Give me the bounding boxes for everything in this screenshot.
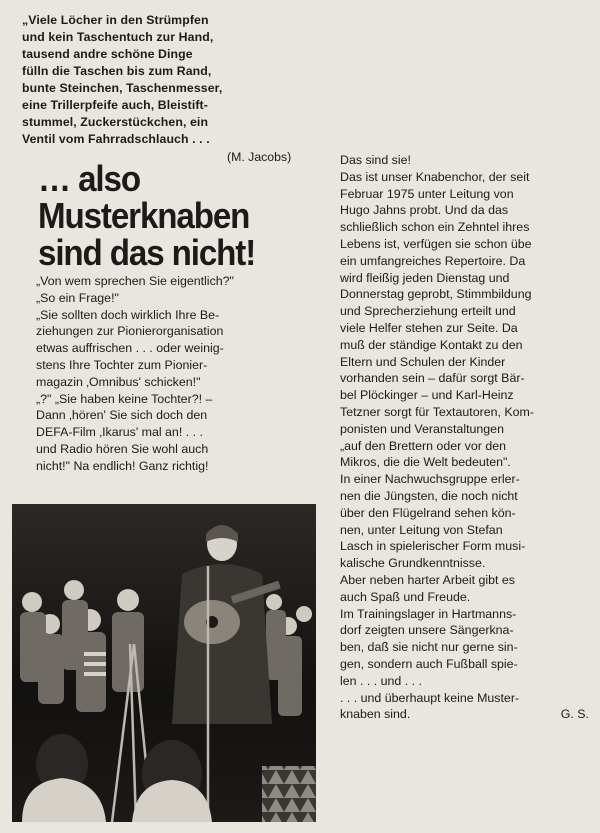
article-line: . . . und überhaupt keine Muster- [340,690,520,705]
article-line: Lebens ist, verfügen sie schon übe [340,236,532,251]
article-line: „auf den Brettern oder vor den [340,438,506,453]
poem-line: Ventil vom Fahrradschlauch . . . [22,132,210,146]
headline [38,160,305,271]
dialog-line: Dann ‚hören' Sie sich doch den [36,408,208,423]
article-line: ponisten und Veranstaltungen [340,421,504,436]
article-line: Das sind sie! [340,153,411,167]
dialog-line: ziehungen zur Pionierorganisation [36,324,224,339]
poem-line: bunte Steinchen, Taschenmesser, [22,81,223,95]
poem-block [22,12,318,164]
poem-line: fülln die Taschen bis zum Rand, [22,64,212,78]
article-line: kalische Grundkenntnisse. [340,556,486,571]
article-line: muß der ständige Kontakt zu den [340,337,523,352]
dialog-line: magazin ‚Omnibus' schicken!" [36,374,201,389]
headline-line: sind das nicht! [38,232,256,273]
article-line: Tetzner sorgt für Textautoren, Kom- [340,404,534,419]
dialog-line: „Von wem sprechen Sie eigentlich?" [36,274,234,288]
article-line: gen, sondern auch Fußball spie- [340,656,518,671]
article-line [340,706,595,723]
article-line: und Sprecherziehung erteilt und [340,304,516,319]
article-line: Februar 1975 unter Leitung von [340,186,514,201]
article-line: über den Flügelrand sehen kön- [340,505,516,520]
article-line: viele Helfer stehen zur Seite. Da [340,320,518,335]
article-line-text: knaben sind. [340,707,411,722]
article-line: Aber neben harter Arbeit gibt es [340,572,515,587]
article-line: auch Spaß und Freude. [340,589,471,604]
poem-line: eine Trillerpfeife auch, Bleistift- [22,98,208,112]
poem-line: „Viele Löcher in den Strümpfen [22,13,209,27]
headline-line: … also [38,158,140,199]
article-line: Lasch in spielerischer Form musi- [340,539,526,554]
article-line: ein umfangreiches Repertoire. Da [340,253,526,268]
poem-line: und kein Taschentuch zur Hand, [22,30,214,44]
article-line: Eltern und Schulen der Kinder [340,354,506,369]
dialog-line: etwas auffrischen . . . oder weinig- [36,341,224,356]
article-line: nen, unter Leitung von Stefan [340,522,503,537]
choir-photo [12,504,316,822]
poem-text [22,12,318,148]
dialog-line: und Radio hören Sie wohl auch [36,441,209,456]
article-line: Mikros, die die Welt bedeuten". [340,455,511,470]
article-line: len . . . und . . . [340,673,422,688]
choir-photo-illustration [12,504,316,822]
article-line: wird fleißig jeden Dienstag und [340,270,510,285]
dialog-block [36,273,326,475]
article-line: ben, daß sie nicht nur gerne sin- [340,640,518,655]
article-line: bel Plöckinger – und Karl-Heinz [340,388,514,403]
dialog-line: „?" „Sie haben keine Tochter?! – [36,391,213,406]
poem-attribution: (M. Jacobs) [227,150,292,164]
poem-line: stummel, Zuckerstückchen, ein [22,115,209,129]
dialog-line: „So ein Frage!" [36,290,119,305]
dialog-line: DEFA-Film ‚Ikarus' mal an! . . . [36,425,203,440]
article-line: vorhanden sein – dafür sorgt Bär- [340,371,525,386]
article-line: Im Trainingslager in Hartmanns- [340,606,517,621]
article-line: Donnerstag geprobt, Stimmbildung [340,287,532,302]
article-line: schließlich schon ein Zehntel ihres [340,220,530,235]
headline-line: Musterknaben [38,195,250,236]
poem-line: tausend andre schöne Dinge [22,47,193,61]
dialog-line: nicht!" Na endlich! Ganz richtig! [36,458,209,473]
dialog-line: „Sie sollten doch wirklich Ihre Be- [36,307,220,322]
article-line: dorf zeigten unsere Sängerkna- [340,623,514,638]
article-line: Das ist unser Knabenchor, der seit [340,169,530,184]
article-line: Hugo Jahns probt. Und da das [340,203,509,218]
article-line: nen die Jüngsten, die noch nicht [340,488,518,503]
article-line: In einer Nachwuchsgruppe erler- [340,472,520,487]
author-signature: G. S. [560,707,589,722]
dialog-line: stens Ihre Tochter zum Pionier- [36,357,208,372]
article-column [340,152,595,723]
